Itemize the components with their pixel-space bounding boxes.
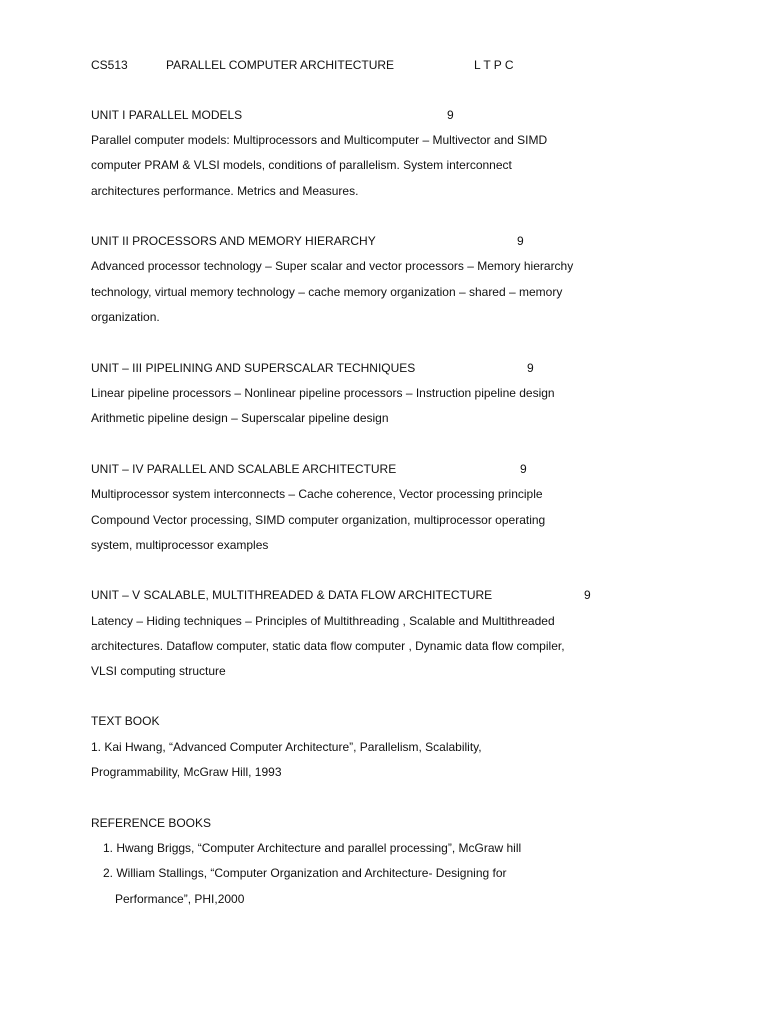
textbook-line: 1. Kai Hwang, “Advanced Computer Architecture”, Parallelism, Scalability, <box>91 740 482 754</box>
unit-1-heading: UNIT I PARALLEL MODELS <box>91 108 243 122</box>
unit-1-line: architectures performance. Metrics and Measures. <box>91 184 359 198</box>
unit-4-hours: 9 <box>520 462 527 476</box>
unit-2-line: organization. <box>91 310 160 324</box>
textbook-heading: TEXT BOOK <box>91 714 160 728</box>
unit-1-line: Parallel computer models: Multiprocessors and Multicomputer – Multivector and SIMD <box>91 133 548 147</box>
unit-5-line: architectures. Dataflow computer, static data flow computer , Dynamic data flow compiler, <box>91 639 565 653</box>
unit-3-line: Arithmetic pipeline design – Superscalar pipeline design <box>91 411 389 425</box>
unit-5-hours: 9 <box>584 588 591 602</box>
course-code: CS513 <box>91 58 128 72</box>
unit-1-hours: 9 <box>447 108 454 122</box>
unit-2-heading: UNIT II PROCESSORS AND MEMORY HIERARCHY <box>91 234 376 248</box>
unit-4-heading: UNIT – IV PARALLEL AND SCALABLE ARCHITECTURE <box>91 462 397 476</box>
reference-item: 1. Hwang Briggs, “Computer Architecture and parallel processing”, McGraw hill <box>103 841 522 855</box>
course-title: PARALLEL COMPUTER ARCHITECTURE <box>166 58 395 72</box>
unit-5-line: VLSI computing structure <box>91 664 226 678</box>
unit-5-heading: UNIT – V SCALABLE, MULTITHREADED & DATA FLOW ARCHITECTURE <box>91 588 493 602</box>
unit-4-line: Multiprocessor system interconnects – Cache coherence, Vector processing principle <box>91 487 543 501</box>
unit-2-line: Advanced processor technology – Super scalar and vector processors – Memory hierarchy <box>91 259 574 273</box>
unit-2-hours: 9 <box>517 234 524 248</box>
reference-item-continuation: Performance”, PHI,2000 <box>115 892 245 906</box>
unit-3-line: Linear pipeline processors – Nonlinear pipeline processors – Instruction pipeline design <box>91 386 555 400</box>
ltpc-label: L T P C <box>474 58 514 72</box>
reference-item: 2. William Stallings, “Computer Organization and Architecture- Designing for <box>103 866 507 880</box>
unit-3-hours: 9 <box>527 361 534 375</box>
reference-heading: REFERENCE BOOKS <box>91 816 212 830</box>
textbook-line: Programmability, McGraw Hill, 1993 <box>91 765 282 779</box>
unit-1-line: computer PRAM & VLSI models, conditions of parallelism. System interconnect <box>91 158 512 172</box>
unit-4-line: Compound Vector processing, SIMD computer organization, multiprocessor operating <box>91 513 546 527</box>
unit-5-line: Latency – Hiding techniques – Principles of Multithreading , Scalable and Multithreaded <box>91 614 555 628</box>
unit-3-heading: UNIT – III PIPELINING AND SUPERSCALAR TECHNIQUES <box>91 361 416 375</box>
unit-2-line: technology, virtual memory technology – cache memory organization – shared – memory <box>91 285 563 299</box>
unit-4-line: system, multiprocessor examples <box>91 538 269 552</box>
